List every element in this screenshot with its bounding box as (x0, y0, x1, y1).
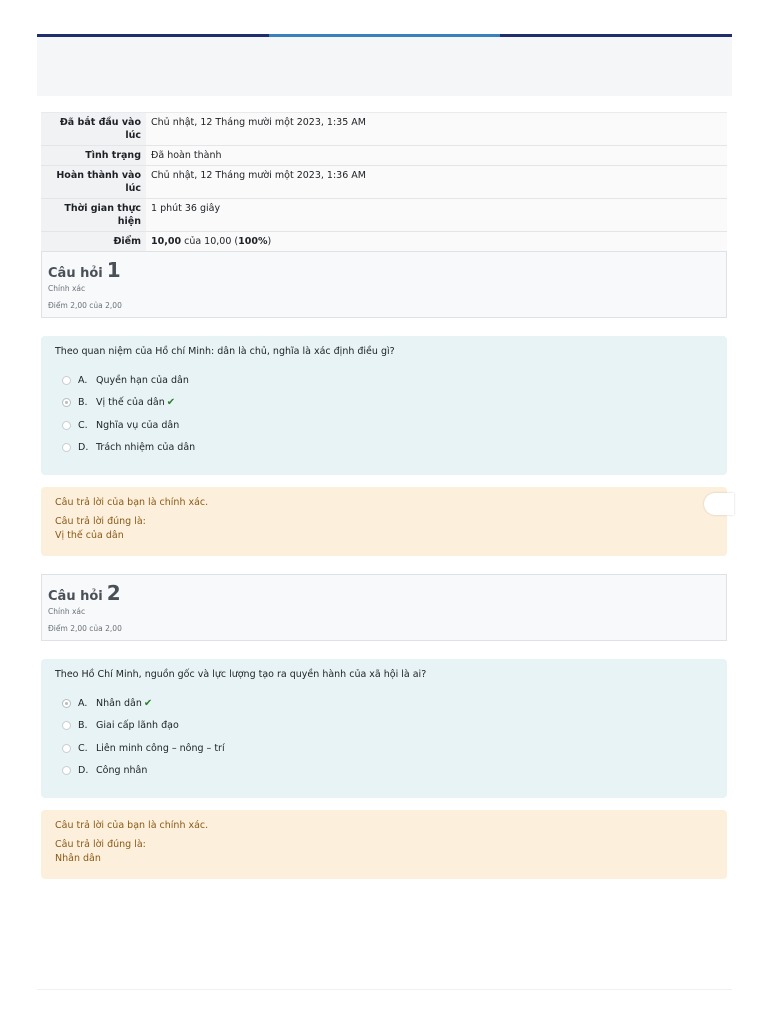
answer-option[interactable] (55, 414, 713, 437)
question-grade: Điểm 2,00 của 2,00 (48, 301, 122, 310)
question-formulation-1 (41, 336, 727, 475)
radio-button[interactable] (62, 421, 71, 430)
radio-button[interactable] (62, 443, 71, 452)
question-title (48, 581, 720, 603)
answer-text: Trách nhiệm của dân (96, 442, 196, 454)
answer-text: Nhân dân (96, 697, 142, 709)
question-label: Câu hỏi (48, 589, 103, 604)
answer-text: Quyền hạn của dân (96, 374, 189, 386)
question-formulation-2 (41, 659, 727, 798)
attempt-summary-table (41, 112, 727, 251)
question-text: Theo Hồ Chí Minh, nguồn gốc và lực lượng tạo ra quyền hành của xã hội là ai? (55, 669, 427, 680)
feedback-right-answer: Nhân dân (55, 853, 101, 864)
summary-key: Hoàn thành vào lúc (41, 166, 146, 199)
score-value (146, 232, 727, 252)
question-label: Câu hỏi (48, 266, 103, 281)
answer-list (55, 369, 713, 459)
answer-list (55, 692, 713, 782)
feedback-right-label: Câu trả lời đúng là: (55, 516, 146, 527)
summary-row-score (41, 232, 727, 252)
score-of: của 10,00 ( (184, 236, 239, 247)
score-percent: 100% (238, 236, 268, 247)
check-icon: ✔ (166, 397, 176, 409)
question-feedback-1 (41, 487, 727, 556)
summary-value: Chủ nhật, 12 Tháng mười một 2023, 1:36 AM (146, 166, 727, 199)
answer-text: Công nhân (96, 765, 148, 777)
answer-option[interactable] (55, 369, 713, 392)
answer-option[interactable] (55, 737, 713, 760)
question-text: Theo quan niệm của Hồ chí Minh: dân là chủ, nghĩa là xác định điều gì? (55, 346, 395, 357)
summary-key: Tình trạng (41, 146, 146, 166)
answer-option-selected[interactable] (55, 392, 713, 415)
answer-option-selected[interactable] (55, 692, 713, 715)
summary-value: Đã hoàn thành (146, 146, 727, 166)
answer-letter: C. (78, 742, 88, 754)
answer-letter: B. (78, 720, 88, 732)
feedback-right-answer: Vị thế của dân (55, 530, 124, 541)
radio-button[interactable] (62, 376, 71, 385)
radio-button[interactable] (62, 744, 71, 753)
answer-letter: A. (78, 697, 88, 709)
answer-letter: D. (78, 765, 89, 777)
summary-key: Thời gian thực hiện (41, 199, 146, 232)
question-info-1 (41, 251, 727, 318)
summary-row (41, 146, 727, 166)
answer-option[interactable] (55, 760, 713, 783)
score-close: ) (267, 236, 272, 247)
summary-value: 1 phút 36 giây (146, 199, 727, 232)
feedback-correct: Câu trả lời của bạn là chính xác. (55, 820, 209, 831)
answer-text: Nghĩa vụ của dân (96, 419, 180, 431)
check-icon: ✔ (143, 697, 153, 709)
page-header (37, 37, 732, 96)
summary-row (41, 113, 727, 146)
answer-text: Giai cấp lãnh đạo (96, 720, 179, 732)
question-title (48, 258, 720, 280)
drawer-toggle-button[interactable] (704, 493, 734, 515)
radio-button-checked[interactable] (62, 699, 71, 708)
summary-row (41, 199, 727, 232)
summary-key: Điểm (41, 232, 146, 252)
summary-value: Chủ nhật, 12 Tháng mười một 2023, 1:35 AM (146, 113, 727, 146)
answer-letter: C. (78, 419, 88, 431)
feedback-right-label: Câu trả lời đúng là: (55, 839, 146, 850)
question-state: Chính xác (48, 284, 86, 293)
answer-option[interactable] (55, 715, 713, 738)
radio-button-checked[interactable] (62, 398, 71, 407)
question-number: 2 (106, 581, 121, 605)
answer-option[interactable] (55, 437, 713, 460)
question-grade: Điểm 2,00 của 2,00 (48, 624, 122, 633)
question-number: 1 (106, 258, 121, 282)
answer-letter: D. (78, 442, 89, 454)
answer-letter: A. (78, 374, 88, 386)
summary-key: Đã bắt đầu vào lúc (41, 113, 146, 146)
score-points: 10,00 (151, 236, 182, 247)
answer-letter: B. (78, 397, 88, 409)
summary-row (41, 166, 727, 199)
answer-text: Liên minh công – nông – trí (96, 742, 225, 754)
radio-button[interactable] (62, 721, 71, 730)
question-info-2 (41, 574, 727, 641)
footer-divider (37, 989, 732, 990)
feedback-correct: Câu trả lời của bạn là chính xác. (55, 497, 209, 508)
radio-button[interactable] (62, 766, 71, 775)
question-feedback-2 (41, 810, 727, 879)
answer-text: Vị thế của dân (96, 397, 165, 409)
question-state: Chính xác (48, 607, 86, 616)
